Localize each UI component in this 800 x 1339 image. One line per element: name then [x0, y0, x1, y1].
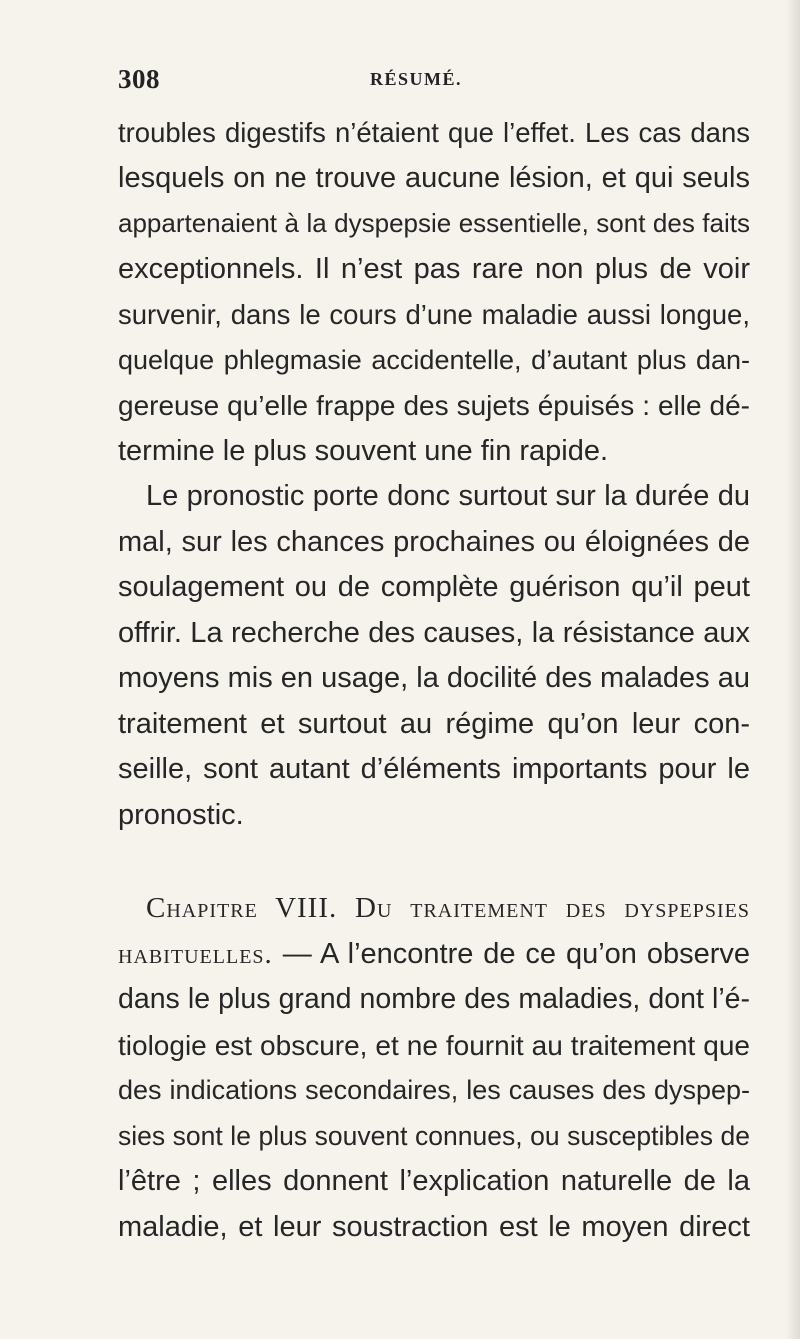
text-line: lesquels on ne trouve aucune lésion, et qui seuls [118, 161, 750, 194]
text-line: quelque phlegmasie accidentelle, d’autant plus dan- [118, 344, 750, 375]
section-gap [118, 838, 750, 886]
text-line [118, 932, 750, 978]
text-line: exceptionnels. Il n’est pas rare non plus de voir [118, 252, 750, 285]
text-line: pronostic. [118, 798, 244, 831]
text-line: appartenaient à la dyspepsie essentielle, sont des faits [118, 208, 750, 238]
text-line: des indications secondaires, les causes des dyspep- [118, 1075, 750, 1105]
page-number: 308 [118, 64, 160, 94]
text-line: traitement et surtout au régime qu’on leur con- [118, 707, 750, 740]
text-line: Le pronostic porte donc surtout sur la durée du [146, 480, 750, 512]
text-line: dans le plus grand nombre des maladies, dont l’é- [118, 983, 750, 1015]
running-head: RÉSUMÉ. [370, 69, 463, 89]
text-line: l’être ; elles donnent l’explication naturelle de la [118, 1165, 750, 1197]
text-line: offrir. La recherche des causes, la résistance aux [118, 616, 750, 649]
text-line: mal, sur les chances prochaines ou éloignées de [118, 525, 750, 558]
text-line: tiologie est obscure, et ne fournit au traitement que [118, 1029, 750, 1061]
text-line: gereuse qu’elle frappe des sujets épuisés : elle dé- [118, 390, 750, 421]
text-line: maladie, et leur soustraction est le moyen direct [118, 1210, 750, 1243]
text-fragment: — A l’encontre de ce qu’on observe [272, 937, 750, 970]
text-line: termine le plus souvent une fin rapide. [118, 434, 609, 467]
text-line: soulagement ou de complète guérison qu’il peut [118, 571, 750, 603]
text-line: sies sont le plus souvent connues, ou susceptibles de [118, 1120, 750, 1151]
chapter-heading-continued: habituelles. [118, 937, 273, 970]
text-line: seille, sont autant d’éléments importants pour le [118, 753, 750, 785]
text-line: troubles digestifs n’étaient que l’effet. Les cas dans [118, 117, 750, 148]
page-edge-shadow [786, 0, 800, 1339]
page-header [118, 64, 748, 100]
chapter-heading: Chapitre VIII. Du traitement des dyspepsies [146, 892, 750, 924]
text-line: moyens mis en usage, la docilité des malades au [118, 662, 750, 694]
body-text [118, 110, 750, 1250]
text-line: survenir, dans le cours d’une maladie aussi longue, [118, 299, 750, 330]
